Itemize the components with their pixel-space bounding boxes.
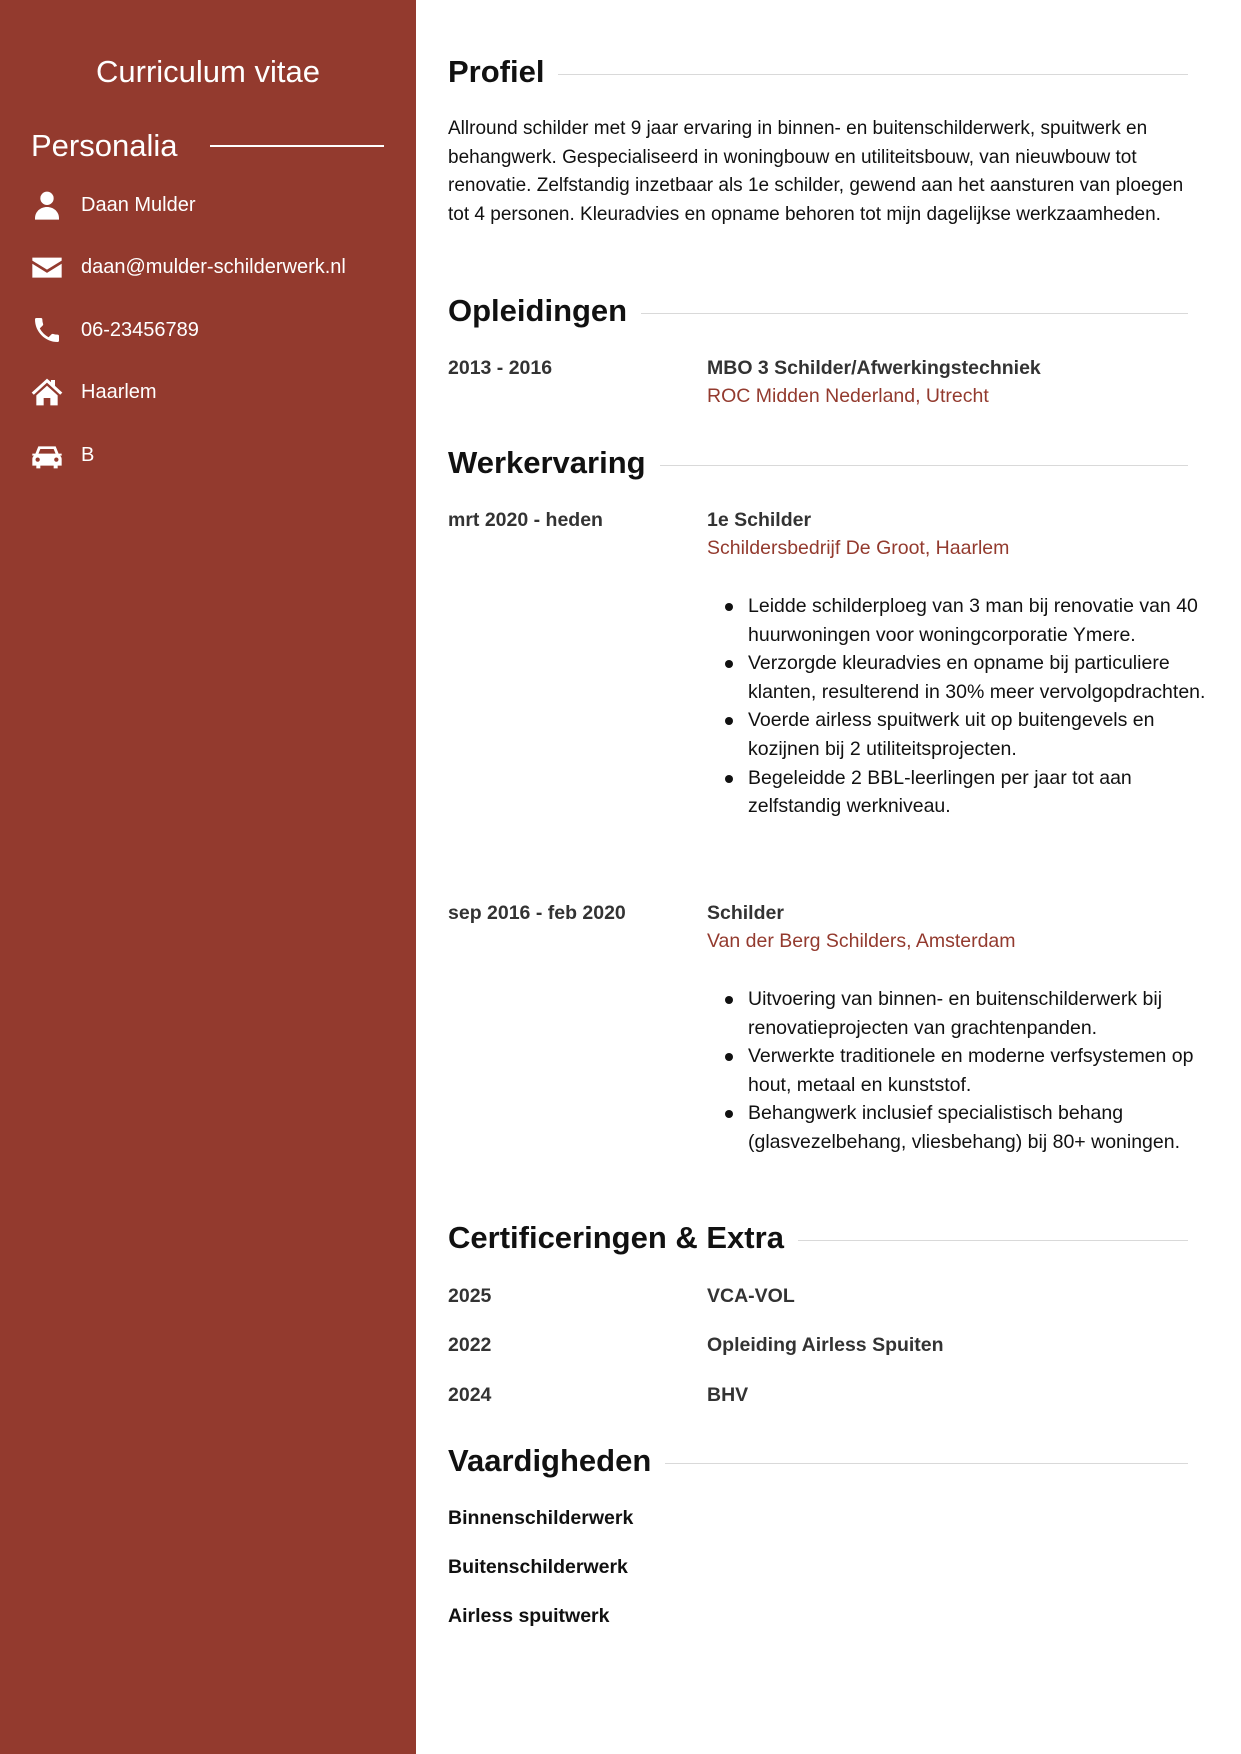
cert-name: BHV (707, 1384, 749, 1406)
city-value: Haarlem (81, 381, 157, 403)
envelope-icon (30, 250, 64, 284)
job-company: Van der Berg Schilders, Amsterdam (707, 930, 1016, 952)
personalia-divider (210, 145, 384, 147)
personalia-city (30, 375, 410, 409)
job-period: mrt 2020 - heden (448, 509, 603, 531)
job-period: sep 2016 - feb 2020 (448, 902, 626, 924)
car-icon (30, 438, 64, 472)
skill-item: Buitenschilderwerk (448, 1556, 628, 1578)
cv-title: Curriculum vitae (96, 54, 320, 89)
list-item: Begeleidde 2 BBL-leerlingen per jaar tot aan zelfstandig werkniveau. (748, 764, 1229, 821)
job-bullets (707, 592, 1229, 821)
phone-value: 06-23456789 (81, 319, 199, 341)
section-divider (448, 74, 1188, 75)
home-icon (30, 375, 64, 409)
section-opleidingen (448, 291, 1188, 331)
personalia-name (30, 188, 410, 222)
skill-item: Binnenschilderwerk (448, 1507, 634, 1529)
skill-item: Airless spuitwerk (448, 1605, 610, 1627)
list-item: Uitvoering van binnen- en buitenschilderwerk bij renovatieprojecten van grachtenpanden. (748, 985, 1229, 1042)
cert-name: Opleiding Airless Spuiten (707, 1334, 944, 1356)
section-werkervaring (448, 443, 1188, 483)
profile-text: Allround schilder met 9 jaar ervaring in binnen- en buitenschilderwerk, spuitwerk en behangwerk. Gespecialiseerd in woningbouw en utiliteitsbouw, van nieuwbouw tot renovatie. Zelfstandig inzetbaar als 1e schilder, gewend aan het aansturen van ploegen tot 4 personen. Kleuradvies en opname behoren tot mijn dagelijkse werkzaamheden. (448, 118, 1184, 225)
cert-year: 2022 (448, 1334, 492, 1356)
personalia-license (30, 438, 410, 472)
section-vaardigheden (448, 1441, 1188, 1481)
section-title: Werkervaring (448, 443, 660, 483)
job-bullets (707, 985, 1229, 1157)
cert-year: 2025 (448, 1285, 492, 1307)
job-role: Schilder (707, 902, 784, 924)
personalia-email (30, 250, 410, 284)
list-item: Verzorgde kleuradvies en opname bij particuliere klanten, resulterend in 30% meer vervolgopdrachten. (748, 649, 1229, 706)
education-title: MBO 3 Schilder/Afwerkingstechniek (707, 357, 1041, 379)
person-icon (30, 188, 64, 222)
personalia-phone (30, 313, 410, 347)
section-title: Vaardigheden (448, 1441, 665, 1481)
section-title: Profiel (448, 52, 558, 92)
email-value[interactable]: daan@mulder-schilderwerk.nl (81, 256, 346, 278)
personalia-heading: Personalia (31, 128, 178, 163)
phone-icon (30, 313, 64, 347)
education-period: 2013 - 2016 (448, 357, 553, 379)
list-item: Voerde airless spuitwerk uit op buitengevels en kozijnen bij 2 utiliteitsprojecten. (748, 706, 1229, 763)
section-title: Certificeringen & Extra (448, 1218, 798, 1258)
section-profiel (448, 52, 1188, 92)
cert-name: VCA-VOL (707, 1285, 795, 1307)
license-value: B (81, 444, 95, 466)
education-institution: ROC Midden Nederland, Utrecht (707, 385, 989, 407)
section-certificeringen (448, 1218, 1188, 1258)
job-role: 1e Schilder (707, 509, 812, 531)
list-item: Behangwerk inclusief specialistisch behang (glasvezelbehang, vliesbehang) bij 80+ woningen. (748, 1099, 1229, 1156)
list-item: Leidde schilderploeg van 3 man bij renovatie van 40 huurwoningen voor woningcorporatie Ymere. (748, 592, 1229, 649)
list-item: Verwerkte traditionele en moderne verfsystemen op hout, metaal en kunststof. (748, 1042, 1229, 1099)
sidebar (0, 0, 416, 1754)
job-company: Schildersbedrijf De Groot, Haarlem (707, 537, 1010, 559)
section-title: Opleidingen (448, 291, 641, 331)
cert-year: 2024 (448, 1384, 492, 1406)
name-value: Daan Mulder (81, 194, 196, 216)
